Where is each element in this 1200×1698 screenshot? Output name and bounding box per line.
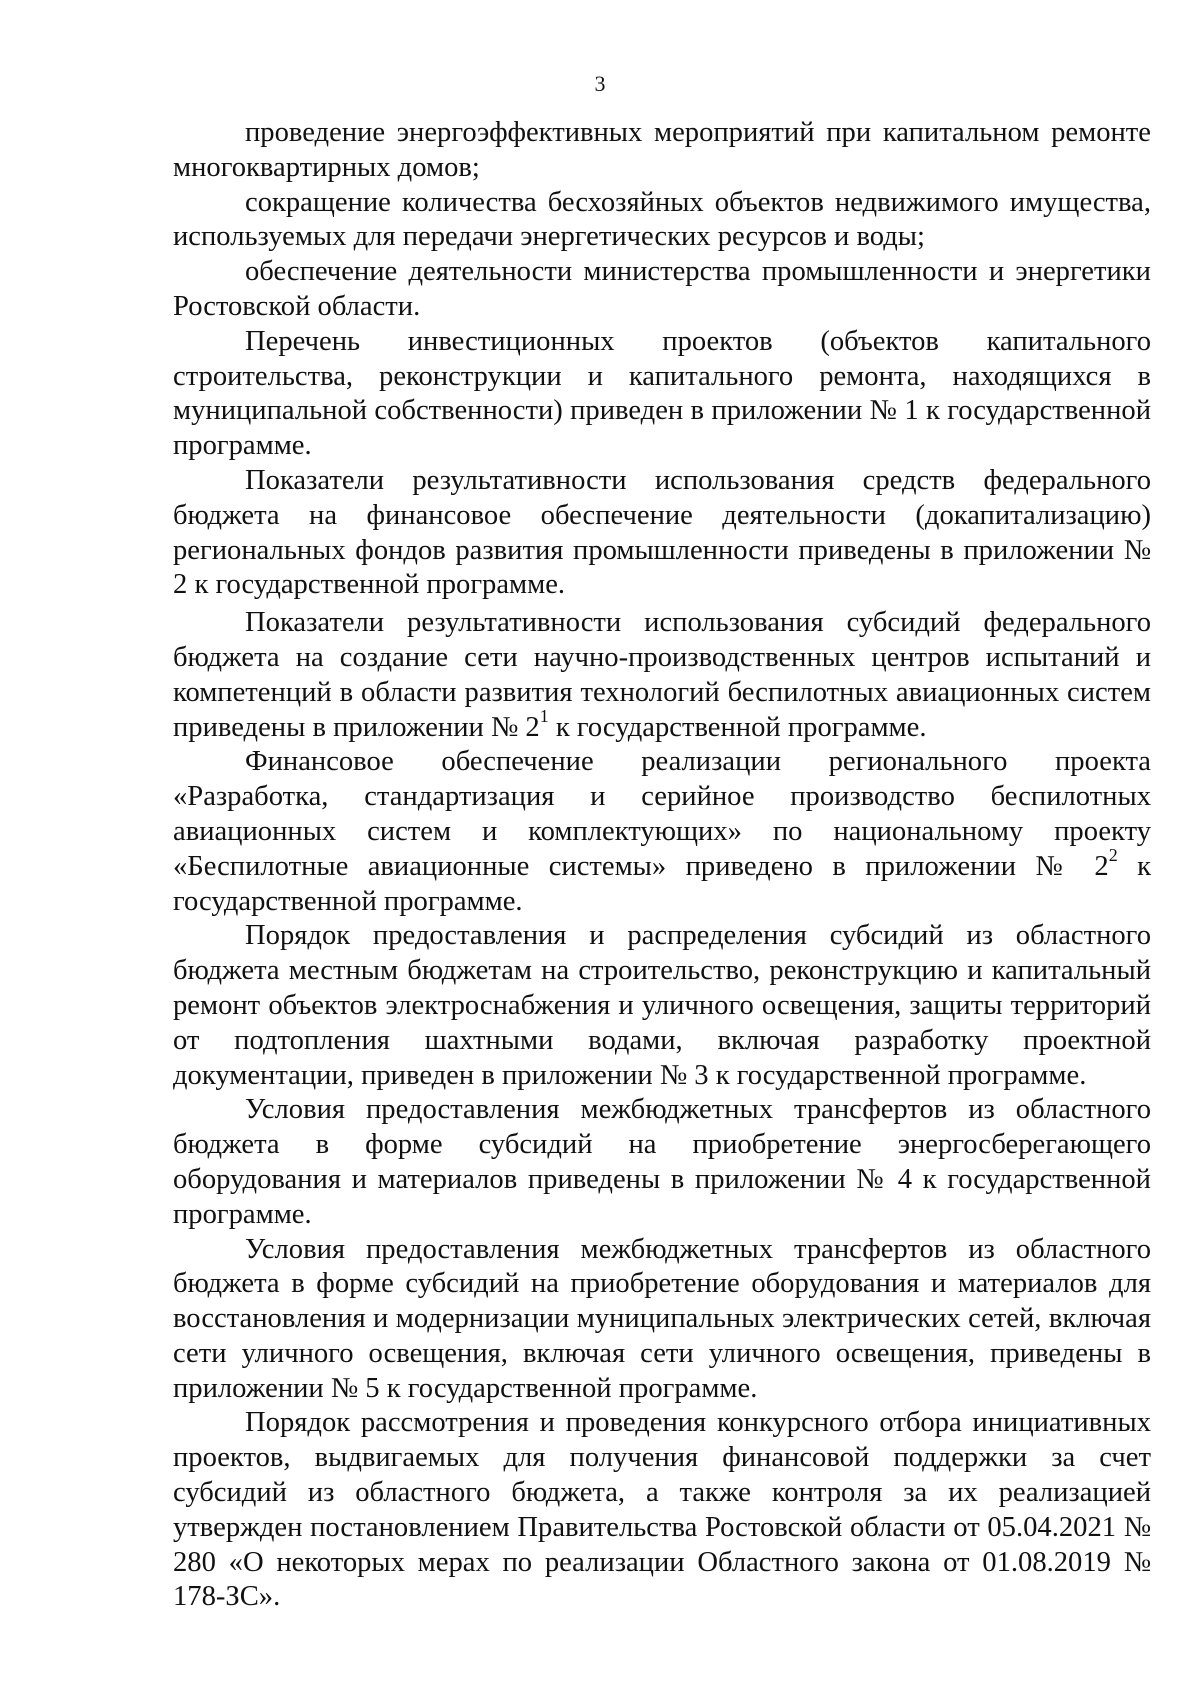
paragraph-energy-efficiency: проведение энергоэффективных мероприятий при капитальном ремонте многоквартирных домов; [173,117,1151,183]
paragraph-electric-networks-transfers: Условия предоставления межбюджетных трансфертов из областного бюджета в форме субсидий на приобретение оборудования и материалов для восстановления и модернизации муниципальных электрических сетей, включая сети уличного освещения, включая сети уличного освещения, приведены в приложении № 5 к государственной программе. [173,1233,1151,1404]
paragraph-uav-project-funding [173,745,1151,919]
paragraph-federal-funds-indicators: Показатели результативности использования средств федерального бюджета на финансовое обеспечение деятельности (докапитализацию) региональных фондов развития промышленности приведены в приложении № 2 к государственной программе. [173,464,1151,601]
page-number: 3 [594,71,606,96]
paragraph-uav-centers-tail: к государственной программе. [548,711,927,743]
paragraph-uav-project-text: Финансовое обеспечение реализации регионального проекта «Разработка, стандартизация и серийное производство беспилотных авиационных систем и комплектующих» по национальному проекту «Беспилотные авиационные системы» приведено в приложении № 2 [173,746,1151,882]
paragraph-investment-projects: Перечень инвестиционных проектов (объектов капитального строительства, реконструкции и капитального ремонта, находящихся в муниципальной собственности) приведен в приложении № 1 к государственной программе. [173,325,1151,462]
paragraph-uav-centers-indicators [173,606,1151,745]
paragraph-uav-centers-text: Показатели результативности использования субсидий федерального бюджета на создание сети научно-производственных центров испытаний и компетенций в области развития технологий беспилотных авиационных систем приведены в приложении № 2 [173,607,1151,743]
document-body [173,116,1151,1615]
superscript-marker: 1 [539,706,549,727]
paragraph-subsidy-procedure: Порядок предоставления и распределения субсидий из областного бюджета местным бюджетам на строительство, реконструкцию и капитальный ремонт объектов электроснабжения и уличного освещения, защиты территорий от подтопления шахтными водами, включая разработку проектной документации, приведен в приложении № 3 к государственной программе. [173,920,1151,1091]
paragraph-energy-saving-transfers: Условия предоставления межбюджетных трансфертов из областного бюджета в форме субсидий на приобретение энергосберегающего оборудования и материалов приведены в приложении № 4 к государственной программе. [173,1094,1151,1230]
paragraph-initiative-projects: Порядок рассмотрения и проведения конкурсного отбора инициативных проектов, выдвигаемых для получения финансовой поддержки за счет субсидий из областного бюджета, а также контроля за их реализацией утвержден постановлением Правительства Ростовской области от 05.04.2021 № 280 «О некоторых мерах по реализации Областного закона от 01.08.2019 № 178-ЗС». [173,1407,1151,1613]
paragraph-ministry-support: обеспечение деятельности министерства промышленности и энергетики Ростовской области. [173,256,1151,322]
superscript-marker: 2 [1108,845,1118,866]
paragraph-uav-project-tail: к государственной программе. [173,850,1151,917]
paragraph-ownerless-objects: сокращение количества бесхозяйных объектов недвижимого имущества, используемых для передачи энергетических ресурсов и воды; [173,186,1151,253]
